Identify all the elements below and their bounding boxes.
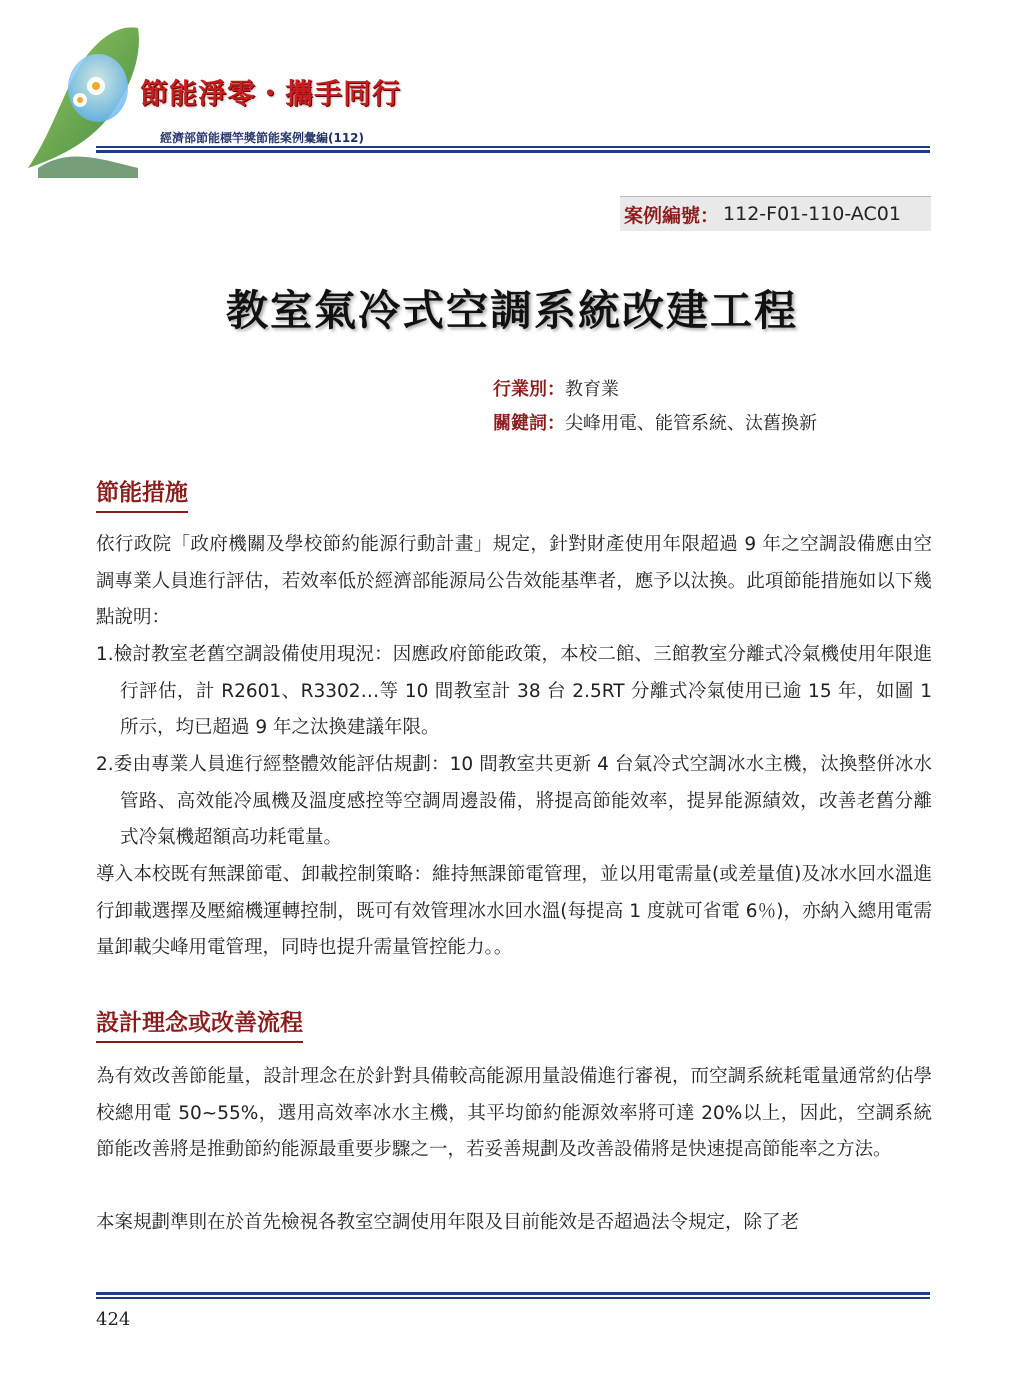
page-header: [0, 0, 1024, 185]
case-number-value: 112-F01-110-AC01: [723, 203, 901, 225]
banner-subtitle: 經濟部節能標竿獎節能案例彙編(112): [160, 131, 365, 145]
section-heading-design: 設計理念或改善流程: [96, 1004, 303, 1043]
measures-outro: 導入本校既有無課節電、卸載控制策略：維持無課節電管理，並以用電需量(或差量值)及冰水回水溫進行卸載選擇及壓縮機運轉控制，既可有效管理冰水回水溫(每提高 1 度就可省電 6％)，亦納入總用電需量卸載尖峰用電管理，同時也提升需量管控能力。。: [96, 864, 932, 958]
footer-rule: [96, 1292, 930, 1299]
page-number: 424: [96, 1309, 131, 1330]
keywords-label: 關鍵詞：: [493, 413, 565, 434]
design-paragraph-2: 本案規劃準則在於首先檢視各教室空調使用年限及目前能效是否超過法令規定，除了老: [96, 1212, 800, 1233]
industry-value: 教育業: [565, 379, 619, 400]
header-rule: [96, 146, 930, 153]
keywords-row: [493, 409, 817, 435]
taiwan-leaf-logo-icon: [18, 18, 158, 180]
design-paragraph-1: 為有效改善節能量，設計理念在於針對具備較高能源用量設備進行審視，而空調系統耗電量通常約佔學校總用電 50~55%，選用高效率冰水主機，其平均節約能源效率將可達 20%以上，因此，空調系統節能改善將是推動節約能源最重要步驟之一，若妥善規劃及改善設備將是快速提高節能率之方法。: [96, 1066, 932, 1160]
measures-item-1: 1.檢討教室老舊空調設備使用現況：因應政府節能政策，本校二館、三館教室分離式冷氣機使用年限進行評估，計 R2601、R3302…等 10 間教室計 38 台 2.5RT 分離式冷氣使用已逾 15 年，如圖 1 所示，均已超過 9 年之汰換建議年限。: [96, 644, 932, 738]
document-title: 教室氣冷式空調系統改建工程: [225, 286, 798, 335]
industry-label: 行業別：: [493, 379, 565, 400]
measures-item-2: 2.委由專業人員進行經整體效能評估規劃：10 間教室共更新 4 台氣冷式空調冰水主機，汰換整併冰水管路、高效能冷風機及溫度感控等空調周邊設備，將提高節能效率，提昇能源績效，改善老舊分離式冷氣機超額高功耗電量。: [96, 754, 932, 848]
keywords-value: 尖峰用電、能管系統、汰舊換新: [565, 413, 817, 434]
industry-row: [493, 375, 619, 401]
measures-intro: 依行政院「政府機關及學校節約能源行動計畫」規定，針對財產使用年限超過 9 年之空調設備應由空調專業人員進行評估，若效率低於經濟部能源局公告效能基準者，應予以汰換。此項節能措施如以下幾點說明：: [96, 534, 932, 628]
section-heading-measures: 節能措施: [96, 474, 188, 513]
banner-title: 節能淨零・攜手同行: [140, 77, 402, 110]
case-number-label: 案例編號：: [624, 204, 720, 227]
case-number-box: [620, 196, 931, 231]
